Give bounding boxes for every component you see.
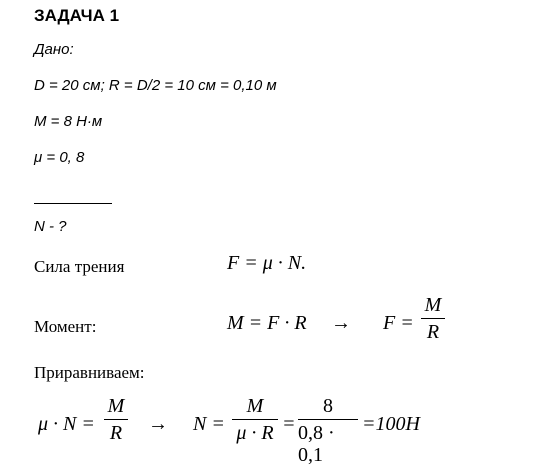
given-friction-coefficient: μ = 0, 8 — [34, 149, 85, 166]
equate-fraction-m-over-r — [104, 395, 128, 444]
moment-formula: M = F · R — [227, 312, 307, 334]
given-moment: М = 8 Н·м — [34, 113, 103, 130]
numeric-fraction-numerator: 8 — [323, 395, 333, 417]
result-value: =100H — [362, 413, 420, 435]
n-equals: N = — [193, 413, 225, 435]
equate-label: Приравниваем: — [34, 363, 145, 382]
moment-label: Момент: — [34, 317, 97, 336]
force-fraction — [421, 294, 445, 343]
given-separator — [34, 203, 112, 204]
force-fraction-numerator: M — [424, 294, 442, 316]
numeric-fraction — [298, 395, 358, 466]
friction-label: Сила трения — [34, 257, 125, 276]
fraction-bar — [298, 419, 358, 420]
equate-fraction1-denominator: R — [109, 422, 123, 444]
force-fraction-denominator: R — [426, 321, 440, 343]
fraction-bar — [104, 419, 128, 420]
equate-lhs: μ · N = — [38, 413, 95, 435]
friction-formula: F = μ · N. — [227, 252, 307, 274]
n-fraction-numerator: M — [246, 395, 264, 417]
fraction-bar — [421, 318, 445, 319]
find-unknown: N - ? — [34, 218, 67, 235]
n-fraction-m-over-mu-r — [232, 395, 278, 444]
numeric-fraction-denominator: 0,8 · 0,1 — [298, 422, 335, 466]
fraction-bar — [232, 419, 278, 420]
task-title: ЗАДАЧА 1 — [34, 6, 120, 25]
arrow-right-icon: → — [148, 413, 168, 435]
n-fraction-denominator: μ · R — [236, 422, 274, 444]
given-diameter-radius: D = 20 см; R = D/2 = 10 см = 0,10 м — [34, 77, 277, 94]
arrow-right-icon: → — [331, 312, 351, 334]
equate-fraction1-numerator: M — [107, 395, 125, 417]
given-label: Дано: — [34, 41, 74, 58]
equals-sign: = — [282, 413, 296, 435]
force-lhs: F = — [383, 312, 414, 334]
